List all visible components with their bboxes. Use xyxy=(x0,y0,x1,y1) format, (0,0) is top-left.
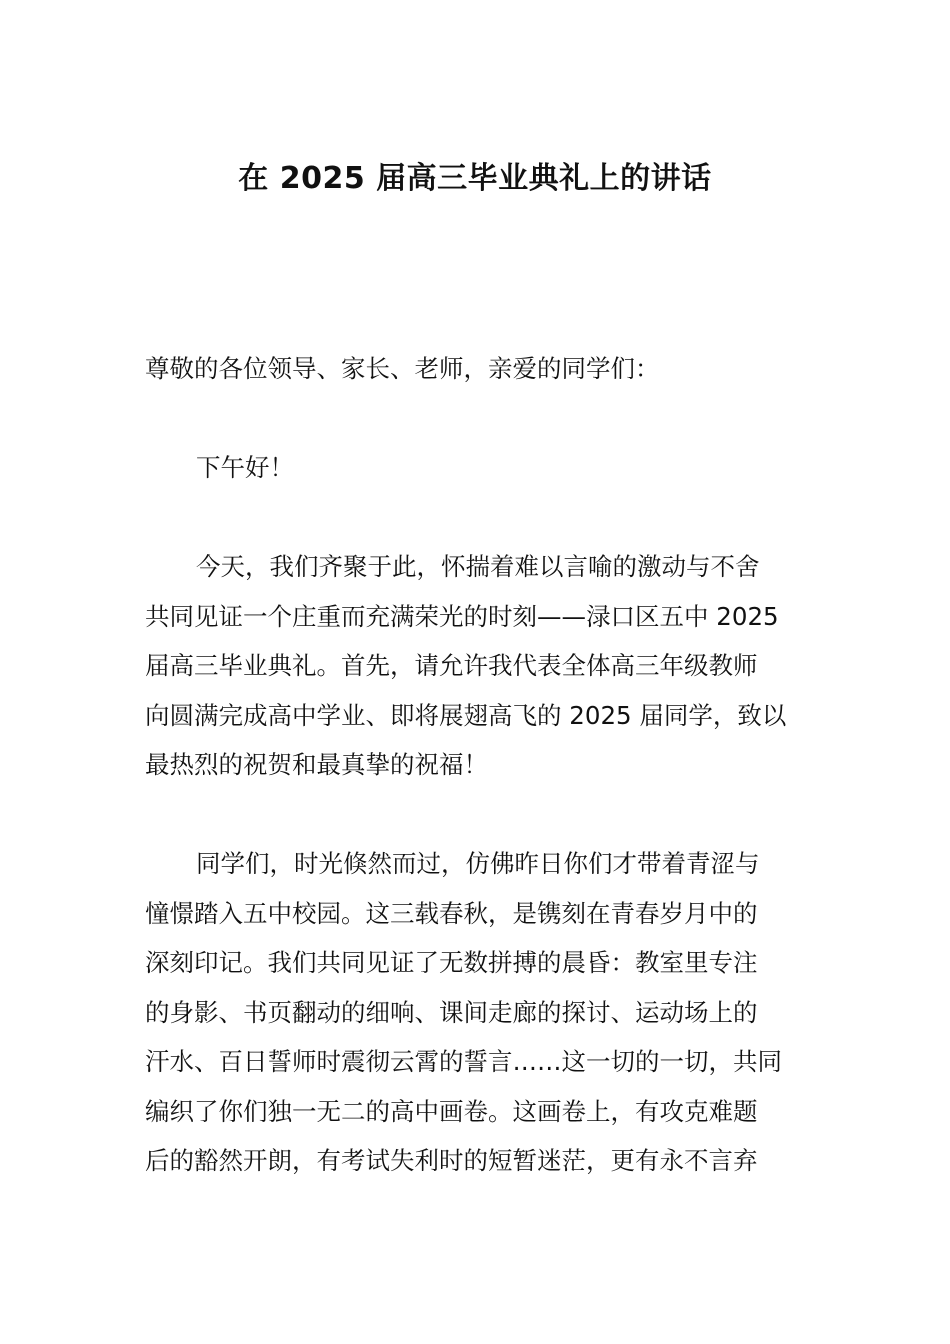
paragraph-1 xyxy=(145,542,807,790)
paragraph-line: 后的豁然开朗，有考试失利时的短暂迷茫，更有永不言弃 xyxy=(145,1146,758,1175)
paragraph-line: 编织了你们独一无二的高中画卷。这画卷上，有攻克难题 xyxy=(145,1096,758,1126)
paragraph-line: 憧憬踏入五中校园。这三载春秋，是镌刻在青春岁月中的 xyxy=(145,898,758,928)
paragraph-2 xyxy=(145,839,807,1186)
document-title: 在 2025 届高三毕业典礼上的讲话 xyxy=(238,161,712,196)
paragraph-gap xyxy=(145,394,807,444)
paragraph-line: 汗水、百日誓师时震彻云霄的誓言……这一切的一切，共同 xyxy=(145,1047,782,1076)
paragraph-gap xyxy=(145,493,807,543)
paragraph-line: 同学们，时光倏然而过，仿佛昨日你们才带着青涩与 xyxy=(196,849,760,878)
salutation: 尊敬的各位领导、家长、老师，亲爱的同学们： xyxy=(145,354,660,383)
paragraph-line: 共同见证一个庄重而充满荣光的时刻——渌口区五中 2025 xyxy=(145,601,779,631)
paragraph-line: 深刻印记。我们共同见证了无数拼搏的晨昏：教室里专注 xyxy=(145,948,758,977)
paragraph-line: 的身影、书页翻动的细响、课间走廊的探讨、运动场上的 xyxy=(145,997,758,1027)
paragraph-line: 届高三毕业典礼。首先，请允许我代表全体高三年级教师 xyxy=(145,651,758,680)
paragraph-gap xyxy=(145,790,807,840)
paragraph-line: 向圆满完成高中学业、即将展翅高飞的 2025 届同学，致以 xyxy=(145,700,787,730)
paragraph-line: 今天，我们齐聚于此，怀揣着难以言喻的激动与不舍 xyxy=(196,552,760,581)
greeting: 下午好！ xyxy=(196,453,294,482)
document-body xyxy=(145,344,807,1186)
paragraph-line: 最热烈的祝贺和最真挚的祝福！ xyxy=(145,750,488,779)
